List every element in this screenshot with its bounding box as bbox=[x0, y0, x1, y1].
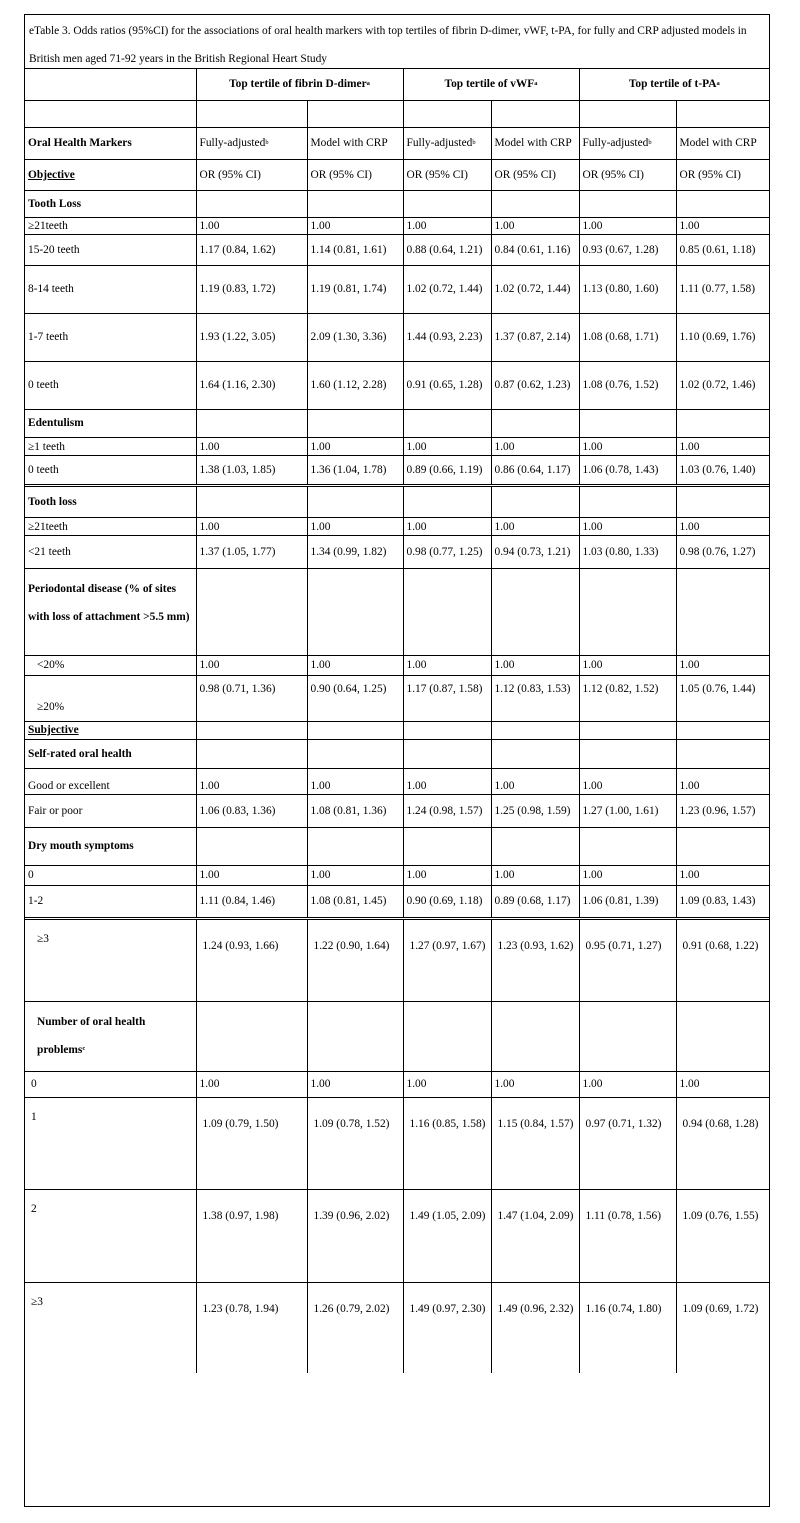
or-value-cell: 1.08 (0.68, 1.71) bbox=[579, 313, 676, 361]
or-value-cell: 1.17 (0.87, 1.58) bbox=[403, 675, 491, 721]
empty-cell bbox=[403, 409, 491, 437]
section-row bbox=[25, 568, 769, 655]
or-value-cell: 1.37 (0.87, 2.14) bbox=[491, 313, 579, 361]
or-value-cell: 1.49 (0.96, 2.32) bbox=[491, 1282, 579, 1373]
table-row bbox=[25, 768, 769, 794]
or-value-cell: 1.49 (0.97, 2.30) bbox=[403, 1282, 491, 1373]
row-label: 1-2 bbox=[25, 885, 196, 918]
or-value-cell: 1.00 bbox=[579, 865, 676, 885]
section-label: Tooth Loss bbox=[25, 190, 196, 217]
table-row bbox=[25, 437, 769, 455]
header-model-row bbox=[25, 127, 769, 159]
or-value-cell: 1.00 bbox=[579, 437, 676, 455]
empty-cell bbox=[491, 827, 579, 865]
or-value-cell: 1.00 bbox=[676, 217, 769, 234]
empty-cell bbox=[196, 827, 307, 865]
row-label: 2 bbox=[25, 1189, 196, 1282]
or-value-cell: 0.89 (0.68, 1.17) bbox=[491, 885, 579, 918]
or-value-cell: 1.00 bbox=[491, 865, 579, 885]
or-value-cell: 1.00 bbox=[196, 437, 307, 455]
row-label: 0 bbox=[25, 865, 196, 885]
or-value-cell: 1.00 bbox=[196, 1071, 307, 1097]
empty-cell bbox=[579, 739, 676, 768]
or-value-cell: 1.00 bbox=[307, 1071, 403, 1097]
or-value-cell: 0.98 (0.71, 1.36) bbox=[196, 675, 307, 721]
or-value-cell: 1.17 (0.84, 1.62) bbox=[196, 234, 307, 265]
row-label: 0 teeth bbox=[25, 361, 196, 409]
empty-cell bbox=[403, 485, 491, 517]
row-label: ≥1 teeth bbox=[25, 437, 196, 455]
or-value-cell: 1.00 bbox=[307, 217, 403, 234]
crp-model-header: Model with CRP bbox=[307, 127, 403, 159]
empty-cell bbox=[579, 827, 676, 865]
or-value-cell: 1.24 (0.93, 1.66) bbox=[196, 918, 307, 1001]
or-value-cell: 1.00 bbox=[491, 768, 579, 794]
empty-cell bbox=[196, 739, 307, 768]
or-value-cell: 1.00 bbox=[579, 768, 676, 794]
or-value-cell: 1.09 (0.76, 1.55) bbox=[676, 1189, 769, 1282]
row-label: ≥21teeth bbox=[25, 217, 196, 234]
or-value-cell: 1.09 (0.69, 1.72) bbox=[676, 1282, 769, 1373]
or-value-cell: 1.38 (0.97, 1.98) bbox=[196, 1189, 307, 1282]
empty-cell bbox=[676, 485, 769, 517]
empty-cell bbox=[579, 190, 676, 217]
or-value-cell: 0.91 (0.65, 1.28) bbox=[403, 361, 491, 409]
or-value-cell: 1.23 (0.93, 1.62) bbox=[491, 918, 579, 1001]
or-value-cell: 1.00 bbox=[579, 1071, 676, 1097]
or-value-cell: 1.10 (0.69, 1.76) bbox=[676, 313, 769, 361]
or-value-cell: 0.87 (0.62, 1.23) bbox=[491, 361, 579, 409]
or-value-cell: 1.44 (0.93, 2.23) bbox=[403, 313, 491, 361]
section-row bbox=[25, 190, 769, 217]
empty-cell bbox=[196, 190, 307, 217]
section-label: Tooth loss bbox=[25, 485, 196, 517]
fully-adjusted-header: Fully-adjusted$^b$ bbox=[579, 127, 676, 159]
empty-cell bbox=[196, 409, 307, 437]
or-value-cell: 1.02 (0.72, 1.44) bbox=[491, 265, 579, 313]
or-value-cell: 1.00 bbox=[196, 655, 307, 675]
group-header-d-dimer: Top tertile of fibrin D-dimer$^a$ bbox=[196, 69, 403, 100]
section-label: Number of oral health problems$^c$ bbox=[25, 1001, 196, 1071]
or-value-cell: 1.00 bbox=[403, 768, 491, 794]
or-value-cell: 1.23 (0.78, 1.94) bbox=[196, 1282, 307, 1373]
row-label: 1 bbox=[25, 1097, 196, 1189]
empty-cell bbox=[403, 190, 491, 217]
empty-cell bbox=[307, 190, 403, 217]
or-value-cell: 1.16 (0.85, 1.58) bbox=[403, 1097, 491, 1189]
or-value-cell: 1.60 (1.12, 2.28) bbox=[307, 361, 403, 409]
empty-cell bbox=[491, 1001, 579, 1071]
or-value-cell: 0.90 (0.64, 1.25) bbox=[307, 675, 403, 721]
or-value-cell: 1.16 (0.74, 1.80) bbox=[579, 1282, 676, 1373]
or-value-cell: 1.00 bbox=[676, 655, 769, 675]
or-value-cell: 1.22 (0.90, 1.64) bbox=[307, 918, 403, 1001]
group-header-tpa: Top tertile of $t-PA^a$ bbox=[579, 69, 769, 100]
header-or-row bbox=[25, 159, 769, 190]
or-value-cell: 1.00 bbox=[307, 768, 403, 794]
table-row bbox=[25, 1071, 769, 1097]
or-value-cell: 1.24 (0.98, 1.57) bbox=[403, 794, 491, 827]
or-value-cell: 0.89 (0.66, 1.19) bbox=[403, 455, 491, 485]
fully-adjusted-header: Fully-adjusted$^b$ bbox=[196, 127, 307, 159]
or-value-cell: 1.03 (0.76, 1.40) bbox=[676, 455, 769, 485]
empty-cell bbox=[579, 485, 676, 517]
table-row bbox=[25, 313, 769, 361]
empty-cell bbox=[676, 739, 769, 768]
empty-cell bbox=[196, 485, 307, 517]
empty-cell bbox=[196, 568, 307, 655]
or-value-cell: 1.08 (0.81, 1.45) bbox=[307, 885, 403, 918]
or-value-cell: 1.25 (0.98, 1.59) bbox=[491, 794, 579, 827]
or-value-cell: 1.15 (0.84, 1.57) bbox=[491, 1097, 579, 1189]
table-row bbox=[25, 535, 769, 568]
row-label: Fair or poor bbox=[25, 794, 196, 827]
group-header-vwf: Top tertile of vWF$^a$ bbox=[403, 69, 579, 100]
table-row bbox=[25, 265, 769, 313]
row-label: ≥20% bbox=[25, 675, 196, 721]
or-label: OR (95% CI) bbox=[403, 159, 491, 190]
crp-model-header: Model with CRP bbox=[491, 127, 579, 159]
table-row bbox=[25, 865, 769, 885]
or-label: OR (95% CI) bbox=[676, 159, 769, 190]
table-row bbox=[25, 655, 769, 675]
empty-cell bbox=[676, 1001, 769, 1071]
table-row bbox=[25, 1189, 769, 1282]
table-row bbox=[25, 234, 769, 265]
empty-cell bbox=[403, 739, 491, 768]
or-value-cell: 1.00 bbox=[307, 865, 403, 885]
row-label: <21 teeth bbox=[25, 535, 196, 568]
or-value-cell: 0.98 (0.77, 1.25) bbox=[403, 535, 491, 568]
or-value-cell: 1.00 bbox=[579, 217, 676, 234]
or-value-cell: 1.00 bbox=[196, 768, 307, 794]
row-label: 0 teeth bbox=[25, 455, 196, 485]
section-label: Periodontal disease (% of sites with loss of attachment >5.5 mm) bbox=[25, 568, 196, 655]
or-value-cell: 1.11 (0.78, 1.56) bbox=[579, 1189, 676, 1282]
section-row bbox=[25, 827, 769, 865]
row-label: ≥21teeth bbox=[25, 517, 196, 535]
or-value-cell: 1.11 (0.77, 1.58) bbox=[676, 265, 769, 313]
header-group-row bbox=[25, 69, 769, 100]
empty-cell bbox=[491, 190, 579, 217]
or-value-cell: 1.27 (1.00, 1.61) bbox=[579, 794, 676, 827]
or-value-cell: 1.06 (0.78, 1.43) bbox=[579, 455, 676, 485]
or-value-cell: 1.02 (0.72, 1.44) bbox=[403, 265, 491, 313]
or-value-cell: 0.85 (0.61, 1.18) bbox=[676, 234, 769, 265]
section-label: Subjective bbox=[25, 721, 196, 739]
or-value-cell: 1.00 bbox=[307, 655, 403, 675]
or-value-cell: 1.08 (0.81, 1.36) bbox=[307, 794, 403, 827]
row-label: ≥3 bbox=[25, 918, 196, 1001]
or-value-cell: 1.00 bbox=[676, 768, 769, 794]
empty-cell bbox=[676, 721, 769, 739]
section-row bbox=[25, 739, 769, 768]
or-value-cell: 1.00 bbox=[676, 1071, 769, 1097]
empty-cell bbox=[403, 721, 491, 739]
or-value-cell: 1.00 bbox=[196, 865, 307, 885]
or-value-cell: 1.00 bbox=[403, 517, 491, 535]
empty-cell bbox=[307, 739, 403, 768]
empty-cell bbox=[403, 827, 491, 865]
empty-cell bbox=[491, 721, 579, 739]
table-row bbox=[25, 361, 769, 409]
section-row bbox=[25, 1001, 769, 1071]
or-value-cell: 1.00 bbox=[579, 517, 676, 535]
or-value-cell: 1.00 bbox=[491, 1071, 579, 1097]
row-label: Good or excellent bbox=[25, 768, 196, 794]
or-value-cell: 1.11 (0.84, 1.46) bbox=[196, 885, 307, 918]
or-value-cell: 1.06 (0.83, 1.36) bbox=[196, 794, 307, 827]
or-value-cell: 1.64 (1.16, 2.30) bbox=[196, 361, 307, 409]
or-label: OR (95% CI) bbox=[579, 159, 676, 190]
table-row bbox=[25, 455, 769, 485]
or-value-cell: 0.86 (0.64, 1.17) bbox=[491, 455, 579, 485]
empty-cell bbox=[579, 1001, 676, 1071]
table-row bbox=[25, 1097, 769, 1189]
table-caption: eTable 3. Odds ratios (95%CI) for the associations of oral health markers with top tertiles of fibrin D-dimer, vWF, t-PA, for fully and CRP adjusted models in British men aged 71-92 years in the British Regional Heart Study bbox=[25, 15, 769, 69]
table-row bbox=[25, 217, 769, 234]
or-value-cell: 0.95 (0.71, 1.27) bbox=[579, 918, 676, 1001]
empty-cell bbox=[307, 409, 403, 437]
or-value-cell: 1.12 (0.83, 1.53) bbox=[491, 675, 579, 721]
or-value-cell: 1.23 (0.96, 1.57) bbox=[676, 794, 769, 827]
or-value-cell: 0.90 (0.69, 1.18) bbox=[403, 885, 491, 918]
empty-cell bbox=[491, 409, 579, 437]
row-label: 1-7 teeth bbox=[25, 313, 196, 361]
or-value-cell: 1.00 bbox=[491, 517, 579, 535]
or-value-cell: 1.19 (0.83, 1.72) bbox=[196, 265, 307, 313]
or-value-cell: 1.00 bbox=[579, 655, 676, 675]
or-value-cell: 1.06 (0.81, 1.39) bbox=[579, 885, 676, 918]
or-value-cell: 1.38 (1.03, 1.85) bbox=[196, 455, 307, 485]
row-label: <20% bbox=[25, 655, 196, 675]
section-row bbox=[25, 721, 769, 739]
empty-cell bbox=[403, 1001, 491, 1071]
or-value-cell: 1.34 (0.99, 1.82) bbox=[307, 535, 403, 568]
table-row bbox=[25, 794, 769, 827]
or-value-cell: 1.39 (0.96, 2.02) bbox=[307, 1189, 403, 1282]
empty-cell bbox=[579, 568, 676, 655]
or-value-cell: 1.12 (0.82, 1.52) bbox=[579, 675, 676, 721]
or-value-cell: 1.09 (0.78, 1.52) bbox=[307, 1097, 403, 1189]
odds-ratio-table bbox=[25, 69, 769, 1373]
or-value-cell: 2.09 (1.30, 3.36) bbox=[307, 313, 403, 361]
section-label: Self-rated oral health bbox=[25, 739, 196, 768]
or-value-cell: 1.13 (0.80, 1.60) bbox=[579, 265, 676, 313]
table-row bbox=[25, 918, 769, 1001]
header-corner bbox=[25, 69, 196, 100]
empty-cell bbox=[491, 739, 579, 768]
or-value-cell: 0.97 (0.71, 1.32) bbox=[579, 1097, 676, 1189]
empty-cell bbox=[307, 485, 403, 517]
empty-cell bbox=[676, 409, 769, 437]
or-value-cell: 1.03 (0.80, 1.33) bbox=[579, 535, 676, 568]
table-frame bbox=[24, 14, 770, 1507]
header-spacer-row bbox=[25, 100, 769, 127]
row-label: 8-14 teeth bbox=[25, 265, 196, 313]
fully-adjusted-header: Fully-adjusted$^b$ bbox=[403, 127, 491, 159]
crp-model-header: Model with CRP bbox=[676, 127, 769, 159]
objective-label: Objective bbox=[25, 159, 196, 190]
or-value-cell: 1.26 (0.79, 2.02) bbox=[307, 1282, 403, 1373]
section-label: Dry mouth symptoms bbox=[25, 827, 196, 865]
or-value-cell: 1.37 (1.05, 1.77) bbox=[196, 535, 307, 568]
or-value-cell: 0.91 (0.68, 1.22) bbox=[676, 918, 769, 1001]
empty-cell bbox=[676, 190, 769, 217]
table-row bbox=[25, 885, 769, 918]
section-row bbox=[25, 485, 769, 517]
or-value-cell: 1.02 (0.72, 1.46) bbox=[676, 361, 769, 409]
or-value-cell: 1.00 bbox=[491, 217, 579, 234]
row-label: ≥3 bbox=[25, 1282, 196, 1373]
or-value-cell: 1.08 (0.76, 1.52) bbox=[579, 361, 676, 409]
or-value-cell: 1.00 bbox=[403, 1071, 491, 1097]
empty-cell bbox=[196, 721, 307, 739]
or-value-cell: 1.93 (1.22, 3.05) bbox=[196, 313, 307, 361]
or-value-cell: 1.09 (0.79, 1.50) bbox=[196, 1097, 307, 1189]
or-value-cell: 1.00 bbox=[403, 217, 491, 234]
or-value-cell: 1.00 bbox=[491, 655, 579, 675]
empty-cell bbox=[676, 827, 769, 865]
empty-cell bbox=[307, 1001, 403, 1071]
or-value-cell: 1.00 bbox=[676, 517, 769, 535]
or-value-cell: 1.49 (1.05, 2.09) bbox=[403, 1189, 491, 1282]
or-value-cell: 1.00 bbox=[676, 437, 769, 455]
or-value-cell: 1.09 (0.83, 1.43) bbox=[676, 885, 769, 918]
or-value-cell: 1.00 bbox=[491, 437, 579, 455]
or-value-cell: 1.19 (0.81, 1.74) bbox=[307, 265, 403, 313]
or-label: OR (95% CI) bbox=[196, 159, 307, 190]
row-label: 0 bbox=[25, 1071, 196, 1097]
or-value-cell: 1.05 (0.76, 1.44) bbox=[676, 675, 769, 721]
or-value-cell: 1.14 (0.81, 1.61) bbox=[307, 234, 403, 265]
or-label: OR (95% CI) bbox=[491, 159, 579, 190]
empty-cell bbox=[307, 568, 403, 655]
or-value-cell: 0.94 (0.68, 1.28) bbox=[676, 1097, 769, 1189]
empty-cell bbox=[579, 721, 676, 739]
empty-cell bbox=[579, 409, 676, 437]
or-value-cell: 1.27 (0.97, 1.67) bbox=[403, 918, 491, 1001]
empty-cell bbox=[307, 721, 403, 739]
or-value-cell: 1.00 bbox=[403, 865, 491, 885]
empty-cell bbox=[196, 1001, 307, 1071]
table-row bbox=[25, 517, 769, 535]
or-value-cell: 1.36 (1.04, 1.78) bbox=[307, 455, 403, 485]
row-label: 15-20 teeth bbox=[25, 234, 196, 265]
section-row bbox=[25, 409, 769, 437]
empty-cell bbox=[676, 568, 769, 655]
table-row bbox=[25, 675, 769, 721]
table-container bbox=[25, 69, 769, 1373]
empty-cell bbox=[491, 568, 579, 655]
or-value-cell: 0.84 (0.61, 1.16) bbox=[491, 234, 579, 265]
or-value-cell: 1.00 bbox=[403, 437, 491, 455]
table-row bbox=[25, 1282, 769, 1373]
or-value-cell: 1.00 bbox=[196, 517, 307, 535]
or-value-cell: 0.98 (0.76, 1.27) bbox=[676, 535, 769, 568]
row-label-header: Oral Health Markers bbox=[25, 127, 196, 159]
or-value-cell: 0.94 (0.73, 1.21) bbox=[491, 535, 579, 568]
or-value-cell: 1.47 (1.04, 2.09) bbox=[491, 1189, 579, 1282]
or-value-cell: 1.00 bbox=[403, 655, 491, 675]
empty-cell bbox=[307, 827, 403, 865]
or-value-cell: 1.00 bbox=[307, 437, 403, 455]
or-value-cell: 1.00 bbox=[196, 217, 307, 234]
section-label: Edentulism bbox=[25, 409, 196, 437]
or-value-cell: 0.88 (0.64, 1.21) bbox=[403, 234, 491, 265]
empty-cell bbox=[491, 485, 579, 517]
empty-cell bbox=[403, 568, 491, 655]
or-value-cell: 0.93 (0.67, 1.28) bbox=[579, 234, 676, 265]
or-label: OR (95% CI) bbox=[307, 159, 403, 190]
or-value-cell: 1.00 bbox=[307, 517, 403, 535]
or-value-cell: 1.00 bbox=[676, 865, 769, 885]
